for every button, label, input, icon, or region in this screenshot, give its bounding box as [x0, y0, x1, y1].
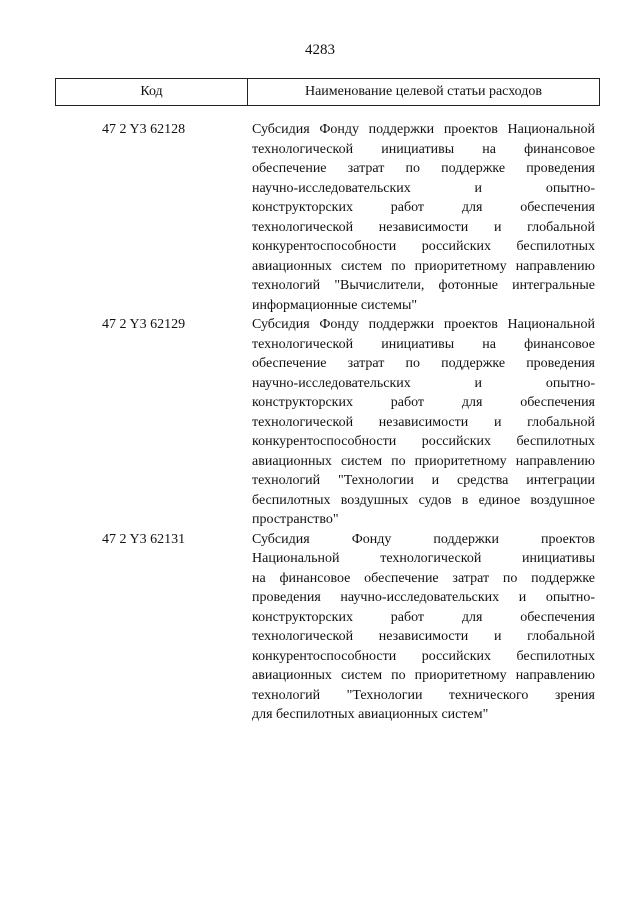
description-line: технологической инициативы на финансовое: [252, 336, 595, 352]
table-row: [0, 530, 640, 725]
page-number: 4283: [305, 42, 335, 58]
description-line: конструкторских работ для обеспечения: [252, 609, 595, 625]
description-line: технологической независимости и глобальной: [252, 219, 595, 235]
description-line: авиационных систем по приоритетному направлению: [252, 453, 595, 469]
column-header-name: Наименование целевой статьи расходов: [304, 84, 543, 99]
description-line: беспилотных воздушных судов в единое воздушное: [252, 492, 595, 508]
description-line: технологической независимости и глобальной: [252, 629, 595, 644]
table-header: [55, 78, 600, 106]
column-header-code: Код: [56, 79, 248, 105]
description-line: технологической независимости и глобальной: [252, 414, 595, 430]
description-line: конкурентоспособности российских беспилотных: [252, 434, 595, 449]
description-line: обеспечение затрат по поддержке проведения: [252, 356, 595, 371]
description-line: обеспечение затрат по поддержке проведения: [252, 161, 595, 176]
description-line: технологий "Технологии технического зрения: [252, 687, 595, 703]
description-line: Субсидия Фонду поддержки проектов Национальной: [252, 122, 595, 137]
description-line: авиационных систем по приоритетному направлению: [252, 258, 595, 274]
entry-description: [252, 315, 595, 530]
entry-description: [252, 120, 595, 315]
table-row: [0, 315, 640, 530]
description-line: технологической инициативы на финансовое: [252, 141, 595, 157]
description-line: Субсидия Фонду поддержки проектов: [252, 531, 595, 547]
description-line: конкурентоспособности российских беспилотных: [252, 648, 595, 664]
description-line: конкурентоспособности российских беспилотных: [252, 239, 595, 254]
description-line: технологий "Технологии и средства интеграции: [252, 473, 595, 488]
description-line: информационные системы": [252, 297, 418, 313]
description-line: конструкторских работ для обеспечения: [252, 200, 595, 215]
description-line: технологий "Вычислители, фотонные интегральные: [252, 278, 595, 293]
description-line: проведения научно-исследовательских и опытно-: [252, 590, 595, 605]
description-line: для беспилотных авиационных систем": [252, 707, 489, 722]
description-line: пространство": [252, 512, 339, 527]
table-row: [0, 120, 640, 315]
description-line: конструкторских работ для обеспечения: [252, 395, 595, 410]
description-line: на финансовое обеспечение затрат по поддержке: [252, 570, 595, 586]
entries-list: [0, 120, 640, 725]
description-line: Национальной технологической инициативы: [252, 551, 595, 566]
description-line: авиационных систем по приоритетному направлению: [252, 668, 595, 683]
description-line: научно-исследовательских и опытно-: [252, 375, 595, 391]
entry-description: [252, 530, 595, 725]
entry-code: 47 2 Y3 62131: [102, 531, 186, 547]
description-line: научно-исследовательских и опытно-: [252, 180, 595, 196]
description-line: Субсидия Фонду поддержки проектов Национальной: [252, 317, 595, 332]
entry-code: 47 2 Y3 62129: [102, 317, 186, 332]
entry-code: 47 2 Y3 62128: [102, 122, 186, 137]
